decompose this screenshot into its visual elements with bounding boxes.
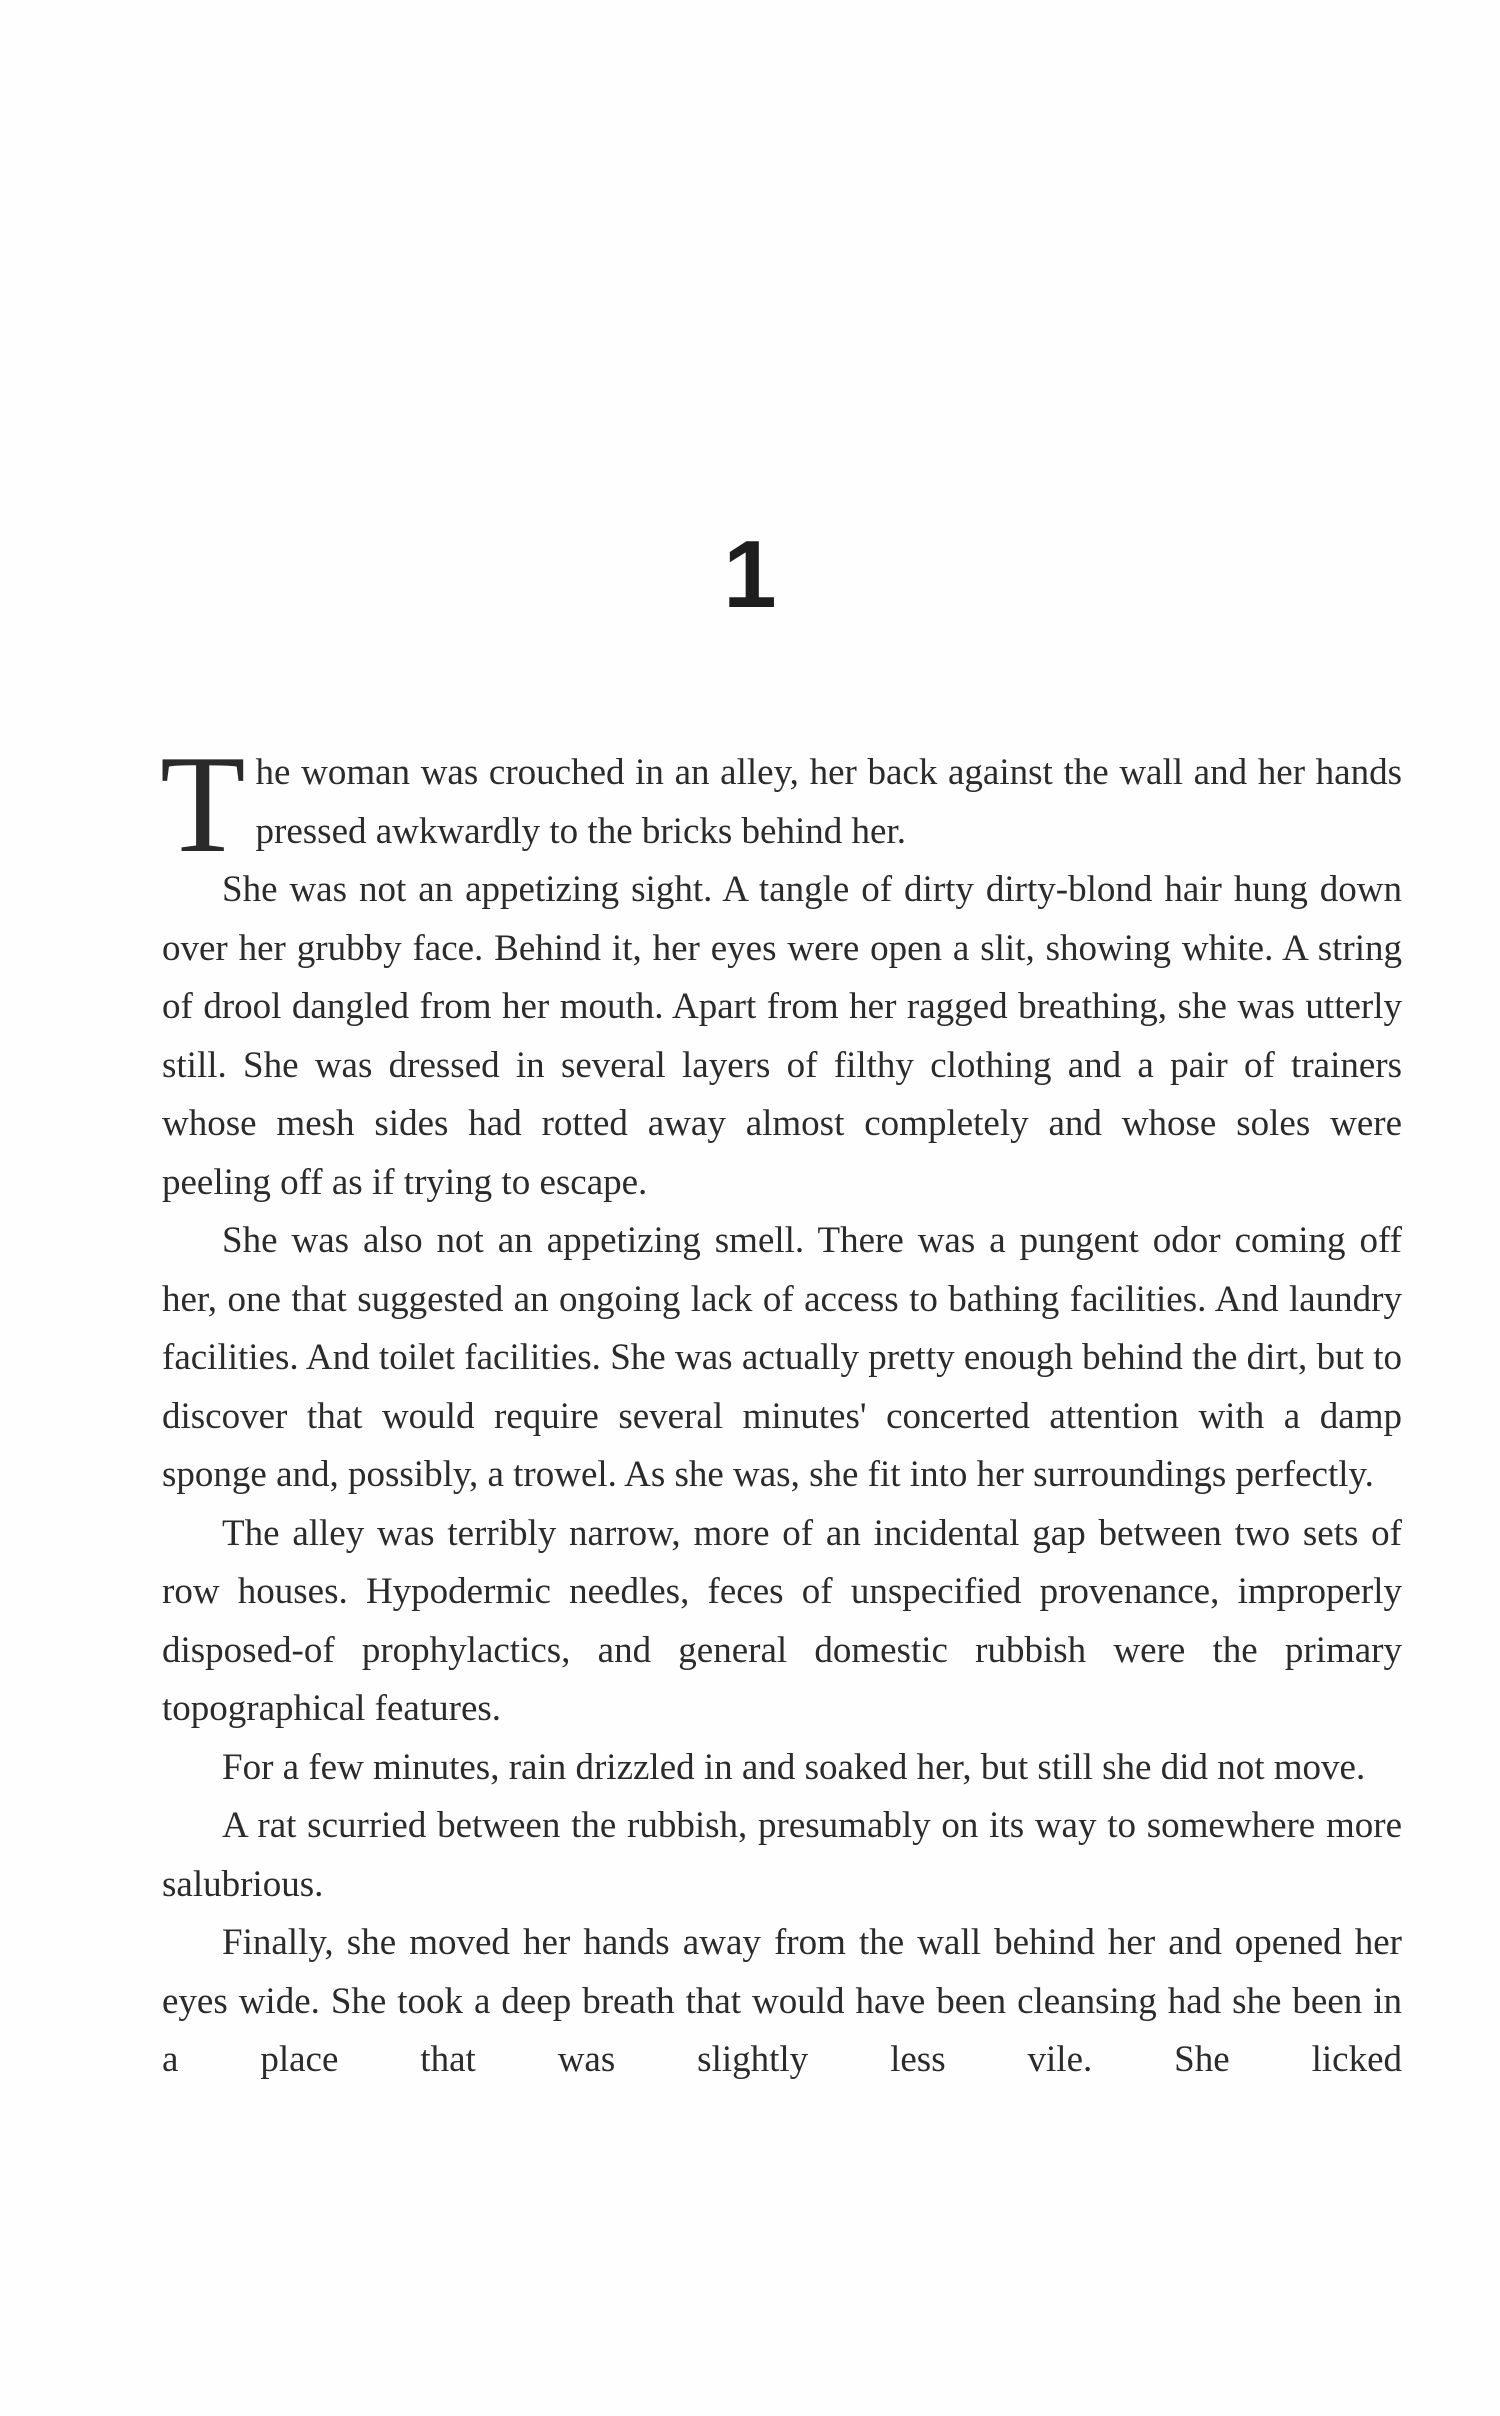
chapter-text — [160, 727, 1402, 2090]
paragraph-1 — [160, 727, 1402, 882]
paragraph-7: Finally, she moved her hands away from the wall behind her and opened her eyes wide. She took a deep breath that would have been cleansing had she been in a place that was slightly less vile. She licked — [162, 1922, 1402, 2080]
paragraph-4: The alley was terribly narrow, more of an incidental gap between two sets of row houses. Hypodermic needles, feces of unspecified provenance, improperly disposed-of prophylactics, and general domestic rubbish were the primary topographical features. — [162, 1512, 1402, 1729]
paragraph-1-text: he woman was crouched in an alley, her back against the wall and her hands pressed awkwardly to the bricks behind her. — [255, 752, 1402, 852]
chapter-number: 1 — [723, 521, 777, 628]
paragraph-3: She was also not an appetizing smell. There was a pungent odor coming off her, one that suggested an ongoing lack of access to bathing facilities. And laundry facilities. And toilet facilities. She was actually pretty enough behind the dirt, but to discover that would require several minutes' concerted attention with a damp sponge and, possibly, a trowel. As she was, she fit into her surroundings perfectly. — [162, 1220, 1402, 1495]
paragraph-6: A rat scurried between the rubbish, presumably on its way to somewhere more salubrious. — [162, 1805, 1402, 1905]
paragraph-5: For a few minutes, rain drizzled in and soaked her, but still she did not move. — [222, 1746, 1366, 1788]
drop-cap: T — [160, 727, 246, 882]
paragraph-2: She was not an appetizing sight. A tangle of dirty dirty-blond hair hung down over her grubby face. Behind it, her eyes were open a slit, showing white. A string of drool dangled from her mouth. Apart from her ragged breathing, she was utterly still. She was dressed in several layers of filthy clothing and a pair of trainers whose mesh sides had rotted away almost completely and whose soles were peeling off as if trying to escape. — [162, 869, 1402, 1203]
